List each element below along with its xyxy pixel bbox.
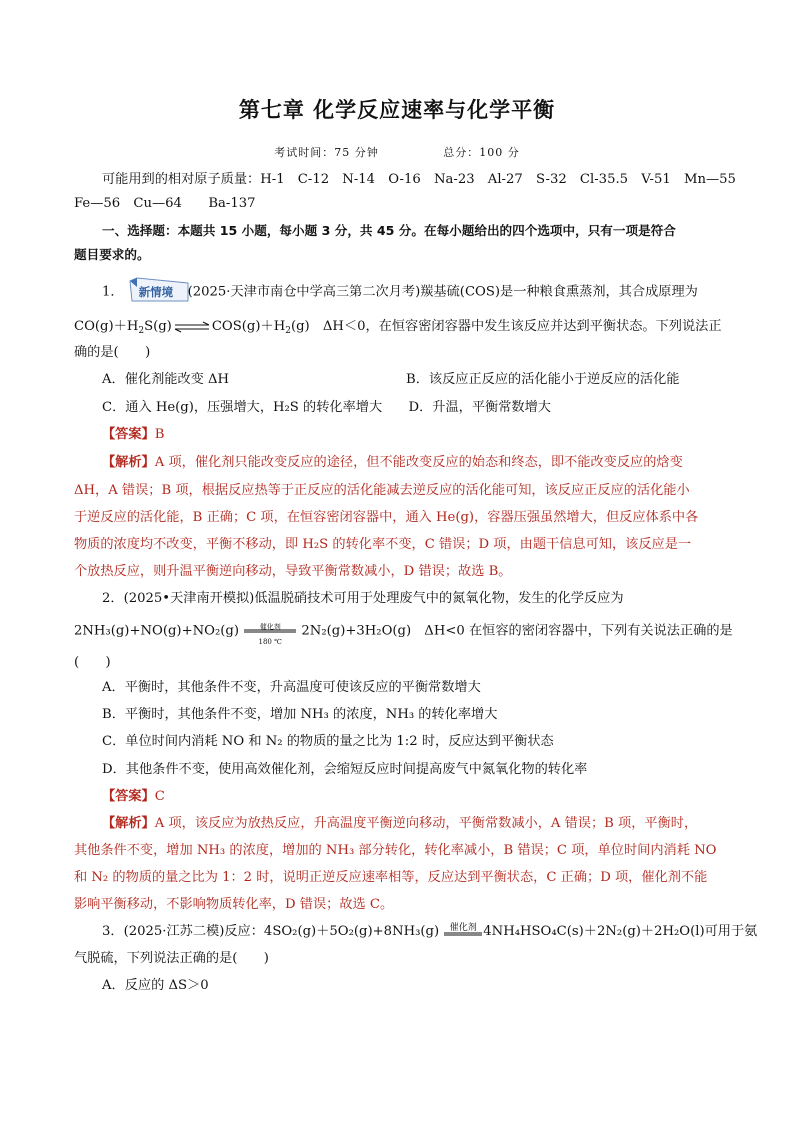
- chapter-title: 第七章 化学反应速率与化学平衡: [238, 98, 556, 122]
- q2-catalyst-label: 催化剂: [259, 623, 281, 631]
- q2-analysis-3: 和 N₂ 的物质的量之比为 1：2 时，说明正逆反应速率相等，反应达到平衡状态，C 正确；D 项，催化剂不能: [74, 870, 708, 885]
- answer-tag: 【答案】: [102, 789, 155, 804]
- q2-analysis-4: 影响平衡移动，不影响物质转化率，D 错误；故选 C。: [74, 897, 394, 912]
- q1-eq-part-d: (g) ΔH＜0，在恒容密闭容器中发生该反应并达到平衡状态。下列说法正: [290, 319, 722, 334]
- q3-number: 3．: [102, 924, 124, 939]
- analysis-tag: 【解析】: [102, 455, 155, 470]
- q1-analysis-3: 于逆反应的活化能，B 正确；C 项，在恒容密闭容器中，通入 He(g)，容器压强虽然增大，但反应体系中各: [74, 510, 699, 525]
- q1-stem-line-1: [102, 282, 752, 303]
- q2-analysis-text-1: A 项，该反应为放热反应，升高温度平衡逆向移动，平衡常数减小，A 错误；B 项，平衡时，: [154, 816, 698, 831]
- reaction-arrow-icon: [443, 932, 483, 936]
- q3-option-a: A．反应的 ΔS＞0: [102, 978, 209, 993]
- q2-option-c: C．单位时间内消耗 NO 和 N₂ 的物质的量之比为 1:2 时，反应达到平衡状态: [102, 734, 554, 749]
- exam-time: 考试时间：75 分钟: [274, 146, 379, 159]
- q1-stem-line-2: $CO(g)+H_2S(g)$ $COS(g)+H_2(g)$ ΔH＜0，在恒容密闭容器中发生该反应并达到平衡状态。下列说法正: [74, 319, 722, 336]
- q3-catalyst-label: 催化剂: [449, 922, 477, 933]
- section-heading-1: 一、选择题：本题共 15 小题，每小题 3 分，共 45 分。在每小题给出的四个选项中，只有一项是符合: [102, 223, 676, 238]
- q1-eq-part-b: S(g): [144, 319, 172, 334]
- q1-option-c: C．通入 He(g)，压强增大，H₂S 的转化率增大: [102, 400, 383, 415]
- q1-number: 1．: [102, 284, 124, 300]
- q2-option-d: D．其他条件不变，使用高效催化剂，会缩短反应时间提高废气中氮氧化物的转化率: [102, 762, 588, 777]
- q1-analysis-4: 物质的浓度均不改变，平衡不移动，即 H₂S 的转化率不变，C 错误；D 项，由题干信息可知，该反应是一: [74, 537, 692, 552]
- q2-stem-line-1: [102, 589, 752, 609]
- q2-answer: [102, 787, 752, 807]
- q1-analysis-2: ΔH，A 错误；B 项，根据反应热等于正反应的活化能减去逆反应的活化能可知，该反应正反应的活化能小: [74, 483, 690, 498]
- q2-stem-line-3: ( ): [74, 655, 111, 670]
- q1-answer-value: B: [154, 427, 165, 442]
- analysis-tag: 【解析】: [102, 816, 155, 831]
- q2-temperature-label: 180 ℃: [258, 638, 282, 646]
- q3-eq-right: 4NH₄HSO₄C(s)＋2N₂(g)＋2H₂O(l)可用于氨: [483, 924, 758, 939]
- q2-analysis-2: 其他条件不变，增加 NH₃ 的浓度，增加的 NH₃ 部分转化，转化率减小，B 错误；C 项，单位时间内消耗 NO: [74, 843, 717, 858]
- q1-answer: [102, 425, 752, 445]
- atomic-masses-line-1: 可能用到的相对原子质量：H-1 C-12 N-14 O-16 Na-23 Al-27 S-32 Cl-35.5 V-51 Mn—55: [102, 172, 736, 187]
- q1-analysis-text-1: A 项，催化剂只能改变反应的途径，但不能改变反应的始态和终态，即不能改变反应的焓变: [154, 455, 683, 470]
- badge-label: 新情境: [138, 285, 174, 299]
- q3-eq-arrow: [443, 923, 483, 941]
- q2-eq-left: 2NH₃(g)+NO(g)+NO₂(g): [74, 623, 239, 639]
- q1-option-a: A．催化剂能改变 ΔH: [102, 372, 230, 387]
- q2-number: 2．: [102, 591, 124, 606]
- section-heading-2: 题目要求的。: [74, 247, 150, 262]
- q2-equation-line: [74, 621, 733, 646]
- q2-analysis-1: [102, 814, 752, 834]
- q1-stem-line-3: 确的是( ): [74, 345, 151, 360]
- q1-eq-part-a: CO(g)＋H: [74, 319, 139, 334]
- answer-tag: 【答案】: [102, 427, 155, 442]
- new-context-badge: [128, 281, 186, 301]
- total-score: 总分：100 分: [443, 146, 520, 159]
- q1-stem-1: (2025·天津市南仓中学高三第二次月考)羰基硫(COS)是一种粮食熏蒸剂，其合成原理为: [187, 284, 698, 300]
- atomic-masses-line-2: Fe—56 Cu—64 Ba-137: [74, 196, 256, 211]
- q1-option-c-d: [102, 398, 752, 418]
- q3-eq-left: (2025·江苏二模)反应：4SO₂(g)＋5O₂(g)+8NH₃(g): [123, 924, 440, 939]
- equilibrium-arrow-icon: [172, 321, 212, 333]
- q3-stem-line-2: 气脱硫，下列说法正确的是( ): [74, 951, 269, 966]
- q3-stem-line-1: [102, 922, 758, 942]
- q1-option-d: D．升温，平衡常数增大: [408, 400, 551, 415]
- q1-option-b: B．该反应正反应的活化能小于逆反应的活化能: [406, 372, 680, 387]
- q2-option-b: B．平衡时，其他条件不变，增加 NH₃ 的浓度，NH₃ 的转化率增大: [102, 707, 498, 722]
- exam-meta: [0, 144, 794, 160]
- q1-eq-part-c: COS(g)＋H: [211, 319, 286, 334]
- q2-eq-arrow: [243, 621, 297, 646]
- q2-answer-value: C: [154, 789, 165, 804]
- q2-eq-right: 2N₂(g)+3H₂O(g) ΔH<0 在恒容的密闭容器中，下列有关说法正确的是: [301, 623, 733, 639]
- q2-stem-1: (2025•天津南开模拟)低温脱硝技术可用于处理废气中的氮氧化物，发生的化学反应为: [123, 591, 624, 606]
- q2-option-a: A．平衡时，其他条件不变，升高温度可使该反应的平衡常数增大: [102, 680, 481, 695]
- q1-analysis-5: 个放热反应，则升温平衡逆向移动，导致平衡常数减小，D 错误；故选 B。: [74, 564, 512, 579]
- q1-analysis-1: [102, 453, 752, 473]
